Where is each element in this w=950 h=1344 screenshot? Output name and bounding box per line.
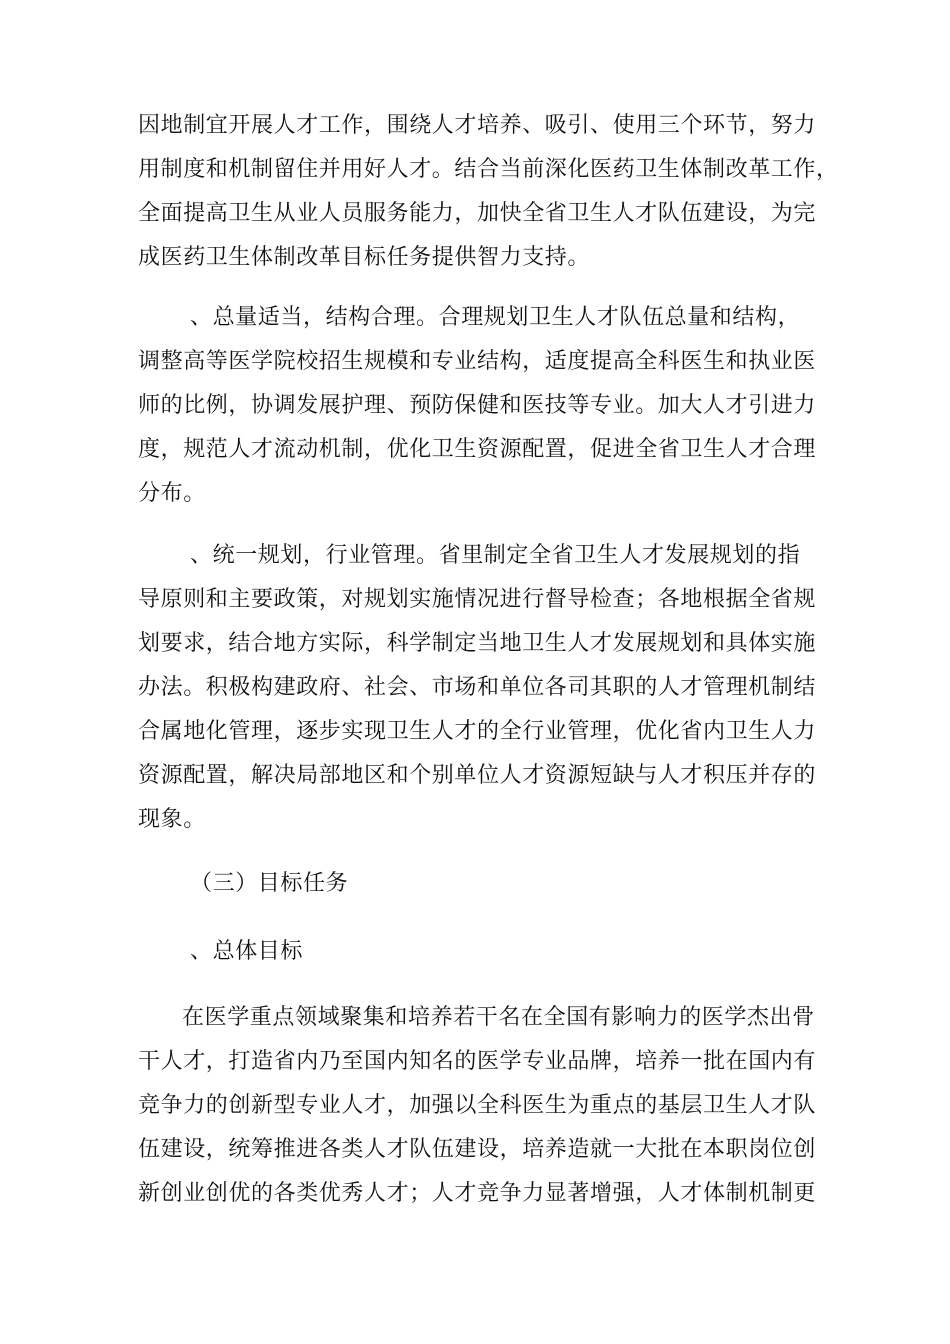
- text-line: 合属地化管理，逐步实现卫生人才的全行业管理，优化省内卫生人力: [138, 719, 817, 744]
- text-line: 现象。: [138, 807, 206, 832]
- text-line: 、统一规划，行业管理。省里制定全省卫生人才发展规划的指: [190, 543, 801, 568]
- text-line: 竞争力的创新型专业人才，加强以全科医生为重点的基层卫生人才队: [138, 1093, 817, 1118]
- text-line: 办法。积极构建政府、社会、市场和单位各司其职的人才管理机制结: [138, 675, 817, 700]
- paragraph-overall-goal: [138, 996, 828, 1216]
- text-line: 新创业创优的各类优秀人才；人才竞争力显著增强，人才体制机制更: [138, 1181, 817, 1206]
- text-line: 、总量适当，结构合理。合理规划卫生人才队伍总量和结构，: [190, 305, 801, 330]
- text-line: 伍建设，统筹推进各类人才队伍建设，培养造就一大批在本职岗位创: [138, 1137, 817, 1162]
- heading-text: （三）目标任务: [190, 871, 349, 896]
- text-line: 划要求，结合地方实际，科学制定当地卫生人才发展规划和具体实施: [138, 631, 817, 656]
- text-line: 度，规范人才流动机制，优化卫生资源配置，促进全省卫生人才合理: [138, 437, 817, 462]
- paragraph-talent-work: [138, 104, 839, 280]
- text-line: 因地制宜开展人才工作，围绕人才培养、吸引、使用三个环节，努力: [138, 113, 817, 138]
- text-line: 干人才，打造省内乃至国内知名的医学专业品牌，培养一批在国内有: [138, 1049, 817, 1074]
- text-line: 在医学重点领域聚集和培养若干名在全国有影响力的医学杰出骨: [182, 1005, 815, 1030]
- subsection-heading: [138, 930, 828, 974]
- text-line: 分布。: [138, 481, 206, 506]
- text-line: 调整高等医学院校招生规模和专业结构，适度提高全科医生和执业医: [138, 349, 817, 374]
- paragraph-total-structure: [138, 296, 828, 516]
- text-line: 导原则和主要政策，对规划实施情况进行督导检查；各地根据全省规: [138, 587, 817, 612]
- text-line: 用制度和机制留住并用好人才。结合当前深化医药卫生体制改革工作，: [138, 157, 839, 182]
- section-heading: [138, 862, 828, 906]
- text-line: 资源配置，解决局部地区和个别单位人才资源短缺与人才积压并存的: [138, 763, 817, 788]
- heading-text: 、总体目标: [190, 939, 304, 964]
- text-line: 师的比例，协调发展护理、预防保健和医技等专业。加大人才引进力: [138, 393, 817, 418]
- paragraph-unified-planning: [138, 534, 828, 842]
- text-line: 全面提高卫生从业人员服务能力，加快全省卫生人才队伍建设，为完: [138, 201, 817, 226]
- text-line: 成医药卫生体制改革目标任务提供智力支持。: [138, 245, 591, 270]
